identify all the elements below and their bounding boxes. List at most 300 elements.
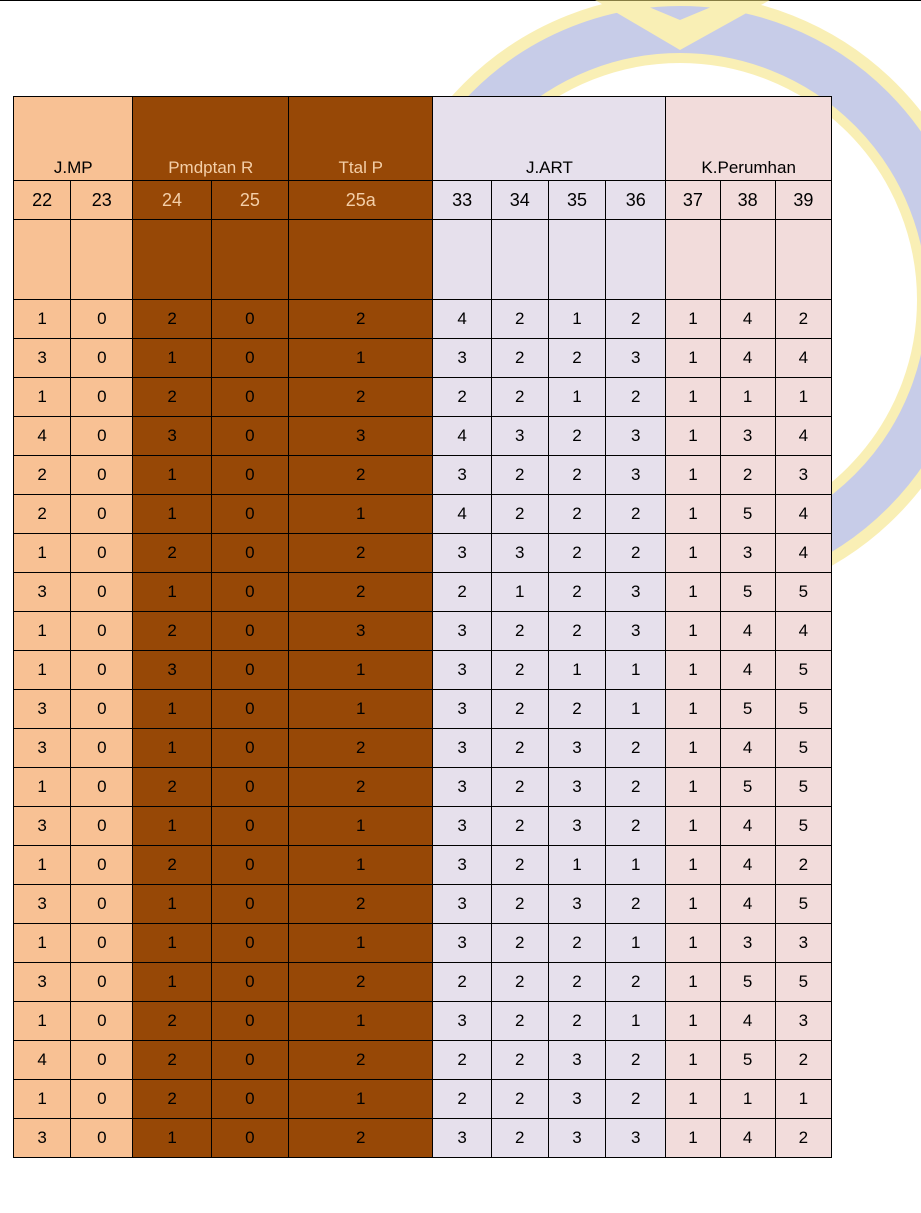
- column-code: 22: [14, 181, 71, 220]
- table-cell: 0: [71, 1041, 133, 1080]
- table-cell: 0: [71, 495, 133, 534]
- table-cell: 5: [720, 768, 775, 807]
- table-cell: 2: [491, 690, 548, 729]
- table-cell: 0: [211, 1119, 288, 1158]
- table-cell: 1: [606, 924, 666, 963]
- table-cell: 2: [548, 924, 605, 963]
- table-cell: 4: [775, 612, 831, 651]
- table-cell: 0: [71, 1002, 133, 1041]
- table-cell: 0: [71, 729, 133, 768]
- table-cell: 1: [288, 846, 433, 885]
- table-cell: 2: [606, 885, 666, 924]
- table-cell: 0: [211, 1080, 288, 1119]
- table-cell: 2: [433, 573, 491, 612]
- table-cell: 3: [433, 456, 491, 495]
- table-cell: 3: [288, 612, 433, 651]
- column-code: 36: [606, 181, 666, 220]
- blank-cell: [775, 220, 831, 300]
- table-cell: 3: [491, 534, 548, 573]
- table-cell: 1: [666, 846, 720, 885]
- table-cell: 2: [491, 1119, 548, 1158]
- table-cell: 2: [288, 534, 433, 573]
- table-cell: 1: [133, 729, 211, 768]
- table-cell: 2: [14, 495, 71, 534]
- table-cell: 1: [666, 1002, 720, 1041]
- table-cell: 0: [211, 690, 288, 729]
- column-code: 37: [666, 181, 720, 220]
- table-cell: 0: [71, 807, 133, 846]
- table-cell: 2: [606, 807, 666, 846]
- table-cell: 5: [720, 1041, 775, 1080]
- table-cell: 1: [14, 612, 71, 651]
- table-cell: 2: [606, 1080, 666, 1119]
- table-cell: 0: [71, 378, 133, 417]
- blank-cell: [14, 220, 71, 300]
- table-cell: 3: [433, 807, 491, 846]
- table-cell: 2: [133, 378, 211, 417]
- table-cell: 2: [606, 729, 666, 768]
- table-cell: 1: [775, 378, 831, 417]
- table-cell: 1: [548, 651, 605, 690]
- column-code: 23: [71, 181, 133, 220]
- table-cell: 0: [211, 612, 288, 651]
- table-cell: 0: [211, 300, 288, 339]
- table-cell: 3: [14, 885, 71, 924]
- column-code: 24: [133, 181, 211, 220]
- column-code-row: [14, 181, 832, 220]
- table-cell: 1: [133, 339, 211, 378]
- table-cell: 3: [548, 1080, 605, 1119]
- table-cell: 2: [288, 1041, 433, 1080]
- table-cell: 2: [548, 612, 605, 651]
- table-cell: 2: [133, 300, 211, 339]
- table-cell: 3: [14, 729, 71, 768]
- table-row: [14, 339, 832, 378]
- table-cell: 1: [288, 924, 433, 963]
- table-cell: 1: [288, 339, 433, 378]
- table-cell: 0: [211, 807, 288, 846]
- table-cell: 2: [606, 378, 666, 417]
- table-cell: 2: [288, 573, 433, 612]
- table-cell: 3: [133, 417, 211, 456]
- table-cell: 3: [433, 534, 491, 573]
- table-cell: 1: [133, 456, 211, 495]
- table-cell: 0: [211, 1041, 288, 1080]
- table-cell: 0: [211, 885, 288, 924]
- table-cell: 0: [211, 339, 288, 378]
- table-cell: 1: [288, 1002, 433, 1041]
- table-cell: 0: [71, 339, 133, 378]
- table-cell: 0: [211, 768, 288, 807]
- table-cell: 3: [606, 573, 666, 612]
- column-code: 25a: [288, 181, 433, 220]
- table-cell: 2: [133, 1041, 211, 1080]
- table-cell: 1: [14, 846, 71, 885]
- table-cell: 2: [491, 651, 548, 690]
- table-cell: 0: [211, 846, 288, 885]
- table-cell: 2: [491, 300, 548, 339]
- table-row: [14, 612, 832, 651]
- table-cell: 5: [720, 495, 775, 534]
- group-header-jmp: J.MP: [14, 97, 133, 181]
- table-cell: 3: [133, 651, 211, 690]
- table-cell: 2: [288, 456, 433, 495]
- table-cell: 5: [775, 807, 831, 846]
- table-cell: 2: [548, 573, 605, 612]
- table-cell: 0: [71, 963, 133, 1002]
- table-cell: 1: [666, 612, 720, 651]
- blank-cell: [133, 220, 211, 300]
- table-cell: 3: [433, 885, 491, 924]
- table-cell: 3: [433, 924, 491, 963]
- table-row: [14, 573, 832, 612]
- table-cell: 1: [775, 1080, 831, 1119]
- table-cell: 4: [775, 417, 831, 456]
- table-cell: 1: [666, 768, 720, 807]
- table-cell: 4: [433, 495, 491, 534]
- blank-cell: [71, 220, 133, 300]
- table-row: [14, 885, 832, 924]
- table-cell: 1: [666, 456, 720, 495]
- table-cell: 2: [433, 1041, 491, 1080]
- table-row: [14, 729, 832, 768]
- table-row: [14, 924, 832, 963]
- table-cell: 2: [288, 729, 433, 768]
- group-header-perumahan: K.Perumhan: [666, 97, 832, 181]
- table-cell: 1: [14, 1002, 71, 1041]
- table-cell: 2: [491, 1080, 548, 1119]
- table-cell: 1: [666, 495, 720, 534]
- table-cell: 1: [14, 378, 71, 417]
- group-header-total: Ttal P: [288, 97, 433, 181]
- table-cell: 1: [14, 924, 71, 963]
- table-cell: 4: [720, 612, 775, 651]
- table-cell: 2: [133, 1002, 211, 1041]
- table-cell: 1: [548, 378, 605, 417]
- table-cell: 5: [775, 729, 831, 768]
- table-cell: 0: [71, 456, 133, 495]
- table-cell: 5: [775, 768, 831, 807]
- table-cell: 1: [666, 924, 720, 963]
- table-cell: 2: [433, 963, 491, 1002]
- table-cell: 2: [491, 1002, 548, 1041]
- table-cell: 0: [211, 573, 288, 612]
- table-cell: 1: [666, 300, 720, 339]
- table-cell: 5: [720, 963, 775, 1002]
- table-cell: 1: [133, 924, 211, 963]
- table-cell: 2: [606, 1041, 666, 1080]
- table-cell: 2: [491, 807, 548, 846]
- blank-cell: [288, 220, 433, 300]
- table-cell: 1: [133, 1119, 211, 1158]
- table-cell: 1: [666, 885, 720, 924]
- table-cell: 4: [775, 339, 831, 378]
- table-row: [14, 495, 832, 534]
- column-code: 33: [433, 181, 491, 220]
- table-cell: 4: [14, 417, 71, 456]
- table-cell: 1: [133, 963, 211, 1002]
- table-cell: 2: [606, 768, 666, 807]
- table-cell: 3: [14, 339, 71, 378]
- table-cell: 2: [548, 339, 605, 378]
- table-cell: 4: [720, 729, 775, 768]
- table-cell: 3: [548, 768, 605, 807]
- table-cell: 0: [211, 495, 288, 534]
- table-cell: 0: [71, 573, 133, 612]
- table-cell: 2: [548, 690, 605, 729]
- table-row: [14, 417, 832, 456]
- blank-cell: [666, 220, 720, 300]
- table-cell: 2: [288, 768, 433, 807]
- table-cell: 2: [14, 456, 71, 495]
- table-cell: 3: [606, 339, 666, 378]
- column-code: 35: [548, 181, 605, 220]
- table-cell: 3: [14, 963, 71, 1002]
- table-cell: 1: [548, 846, 605, 885]
- table-cell: 0: [71, 651, 133, 690]
- table-row: [14, 300, 832, 339]
- table-cell: 3: [548, 807, 605, 846]
- table-cell: 0: [211, 651, 288, 690]
- table-cell: 1: [288, 651, 433, 690]
- table-cell: 1: [133, 495, 211, 534]
- table-cell: 5: [775, 885, 831, 924]
- table-cell: 2: [491, 729, 548, 768]
- table-cell: 2: [606, 963, 666, 1002]
- column-code: 39: [775, 181, 831, 220]
- table-cell: 1: [14, 1080, 71, 1119]
- table-cell: 2: [775, 1119, 831, 1158]
- table-cell: 0: [211, 729, 288, 768]
- table-cell: 0: [71, 690, 133, 729]
- column-code: 25: [211, 181, 288, 220]
- table-cell: 2: [491, 378, 548, 417]
- table-cell: 5: [775, 573, 831, 612]
- table-cell: 3: [775, 1002, 831, 1041]
- table-cell: 3: [288, 417, 433, 456]
- group-header-pendapatan: Pmdptan R: [133, 97, 289, 181]
- table-cell: 2: [491, 768, 548, 807]
- table-row: [14, 651, 832, 690]
- table-cell: 4: [775, 534, 831, 573]
- table-cell: 1: [14, 651, 71, 690]
- table-cell: 2: [548, 534, 605, 573]
- table-cell: 3: [775, 456, 831, 495]
- table-cell: 3: [548, 885, 605, 924]
- table-cell: 1: [606, 690, 666, 729]
- table-cell: 2: [548, 495, 605, 534]
- table-cell: 3: [548, 1041, 605, 1080]
- table-cell: 5: [775, 963, 831, 1002]
- table-cell: 2: [606, 300, 666, 339]
- table-cell: 4: [720, 1002, 775, 1041]
- table-cell: 4: [433, 417, 491, 456]
- table-cell: 5: [775, 651, 831, 690]
- table-cell: 3: [548, 729, 605, 768]
- table-cell: 2: [133, 534, 211, 573]
- page-top-border: [0, 0, 921, 1]
- blank-cell: [548, 220, 605, 300]
- table-cell: 0: [71, 1119, 133, 1158]
- table-cell: 1: [288, 495, 433, 534]
- table-cell: 2: [288, 963, 433, 1002]
- table-cell: 1: [288, 807, 433, 846]
- table-cell: 1: [491, 573, 548, 612]
- table-cell: 2: [133, 768, 211, 807]
- table-cell: 1: [666, 963, 720, 1002]
- blank-cell: [720, 220, 775, 300]
- table-cell: 4: [775, 495, 831, 534]
- table-cell: 5: [775, 690, 831, 729]
- table-cell: 2: [548, 456, 605, 495]
- table-cell: 4: [720, 807, 775, 846]
- table-cell: 4: [720, 885, 775, 924]
- table-cell: 4: [720, 846, 775, 885]
- table-cell: 3: [433, 729, 491, 768]
- table-cell: 4: [14, 1041, 71, 1080]
- table-cell: 1: [666, 1080, 720, 1119]
- table-cell: 1: [133, 807, 211, 846]
- table-cell: 3: [606, 417, 666, 456]
- table-cell: 2: [491, 1041, 548, 1080]
- table-cell: 3: [433, 612, 491, 651]
- table-cell: 2: [548, 1002, 605, 1041]
- table-cell: 1: [666, 534, 720, 573]
- table-cell: 0: [71, 417, 133, 456]
- table-cell: 2: [491, 495, 548, 534]
- table-row: [14, 768, 832, 807]
- table-cell: 1: [666, 1041, 720, 1080]
- table-cell: 2: [720, 456, 775, 495]
- table-cell: 3: [433, 1002, 491, 1041]
- table-cell: 2: [775, 1041, 831, 1080]
- table-cell: 2: [133, 1080, 211, 1119]
- table-row: [14, 690, 832, 729]
- table-cell: 0: [71, 885, 133, 924]
- table-cell: 2: [548, 963, 605, 1002]
- table-cell: 2: [491, 456, 548, 495]
- table-cell: 2: [491, 963, 548, 1002]
- table-cell: 0: [211, 456, 288, 495]
- table-cell: 0: [211, 1002, 288, 1041]
- table-cell: 2: [133, 612, 211, 651]
- table-cell: 1: [288, 690, 433, 729]
- table-cell: 3: [606, 612, 666, 651]
- table-cell: 1: [666, 690, 720, 729]
- table-cell: 1: [133, 690, 211, 729]
- table-cell: 2: [491, 924, 548, 963]
- table-cell: 5: [720, 573, 775, 612]
- table-row: [14, 846, 832, 885]
- data-table: [13, 96, 832, 1158]
- table-row: [14, 1002, 832, 1041]
- group-header-jart: J.ART: [433, 97, 666, 181]
- table-cell: 2: [288, 885, 433, 924]
- table-cell: 1: [606, 651, 666, 690]
- table-cell: 3: [433, 1119, 491, 1158]
- blank-cell: [211, 220, 288, 300]
- table-cell: 2: [288, 1119, 433, 1158]
- table-cell: 0: [71, 846, 133, 885]
- table-cell: 1: [720, 1080, 775, 1119]
- table-cell: 3: [433, 846, 491, 885]
- table-cell: 0: [211, 534, 288, 573]
- table-cell: 0: [211, 924, 288, 963]
- table-cell: 1: [666, 729, 720, 768]
- table-row: [14, 1080, 832, 1119]
- table-cell: 1: [666, 1119, 720, 1158]
- table-cell: 3: [433, 339, 491, 378]
- table-row: [14, 1119, 832, 1158]
- table-cell: 3: [606, 1119, 666, 1158]
- table-cell: 3: [606, 456, 666, 495]
- table-cell: 1: [666, 339, 720, 378]
- table-cell: 2: [606, 534, 666, 573]
- table-cell: 2: [491, 885, 548, 924]
- table-cell: 1: [14, 534, 71, 573]
- column-code: 38: [720, 181, 775, 220]
- table-cell: 4: [720, 651, 775, 690]
- table-cell: 1: [666, 651, 720, 690]
- table-cell: 0: [211, 378, 288, 417]
- table-cell: 2: [433, 1080, 491, 1119]
- blank-row: [14, 220, 832, 300]
- blank-cell: [491, 220, 548, 300]
- group-header-row: [14, 97, 832, 181]
- table-cell: 2: [433, 378, 491, 417]
- table-row: [14, 807, 832, 846]
- table-cell: 2: [606, 495, 666, 534]
- table-cell: 4: [433, 300, 491, 339]
- table-cell: 1: [606, 1002, 666, 1041]
- table-cell: 2: [775, 300, 831, 339]
- table-cell: 1: [548, 300, 605, 339]
- table-cell: 0: [71, 768, 133, 807]
- table-cell: 1: [133, 885, 211, 924]
- table-cell: 2: [133, 846, 211, 885]
- table-cell: 5: [720, 690, 775, 729]
- table-cell: 1: [14, 768, 71, 807]
- table-cell: 3: [720, 924, 775, 963]
- table-cell: 1: [606, 846, 666, 885]
- table-cell: 0: [71, 924, 133, 963]
- column-code: 34: [491, 181, 548, 220]
- table-cell: 3: [14, 573, 71, 612]
- table-cell: 0: [71, 300, 133, 339]
- table-cell: 0: [211, 963, 288, 1002]
- table-cell: 1: [666, 378, 720, 417]
- table-cell: 1: [133, 573, 211, 612]
- table-cell: 0: [71, 534, 133, 573]
- table-cell: 0: [211, 417, 288, 456]
- table-row: [14, 963, 832, 1002]
- table-cell: 3: [433, 690, 491, 729]
- table-cell: 2: [491, 339, 548, 378]
- table-cell: 3: [14, 807, 71, 846]
- table-cell: 3: [548, 1119, 605, 1158]
- table-cell: 3: [720, 417, 775, 456]
- table-cell: 4: [720, 300, 775, 339]
- table-cell: 1: [720, 378, 775, 417]
- table-cell: 2: [775, 846, 831, 885]
- table-cell: 3: [433, 768, 491, 807]
- table-cell: 1: [666, 573, 720, 612]
- table-cell: 3: [14, 1119, 71, 1158]
- table-cell: 2: [288, 378, 433, 417]
- blank-cell: [606, 220, 666, 300]
- table-cell: 4: [720, 1119, 775, 1158]
- table-cell: 4: [720, 339, 775, 378]
